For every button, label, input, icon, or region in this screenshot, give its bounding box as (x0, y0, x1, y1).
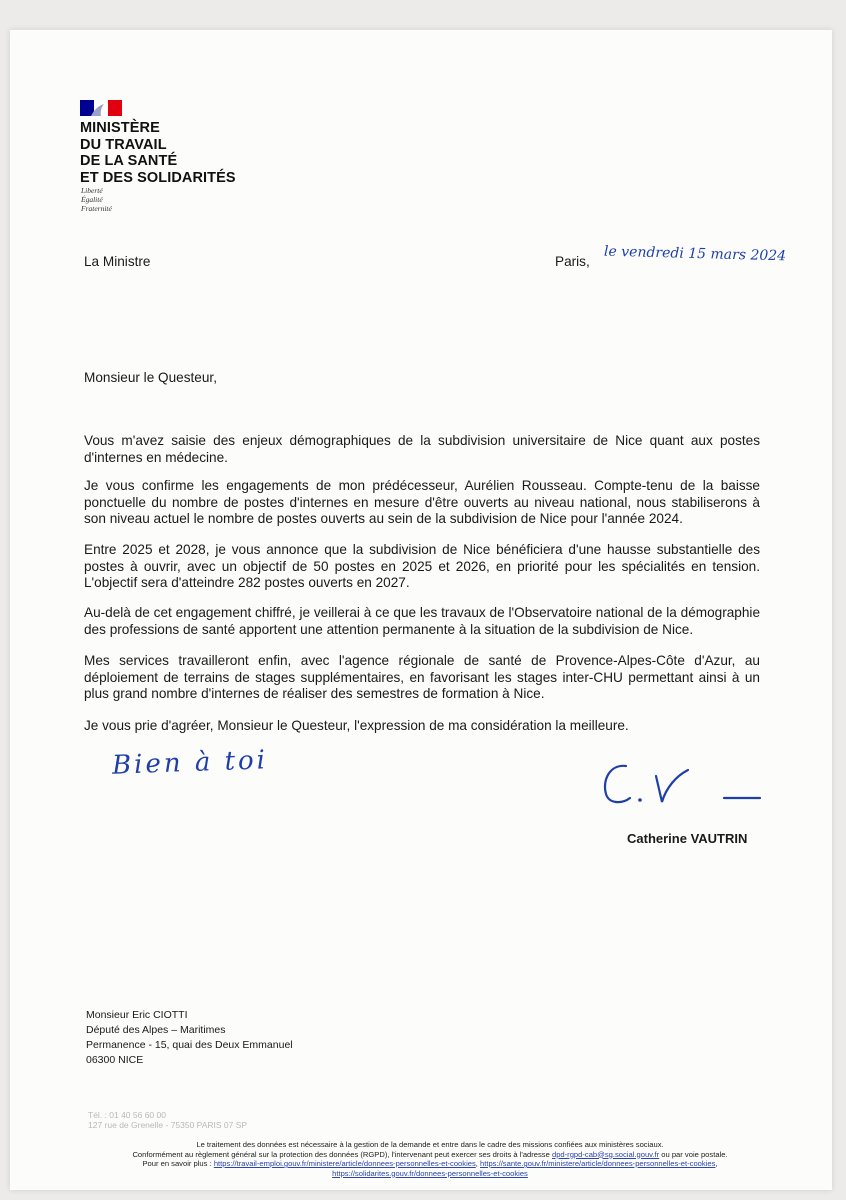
ministry-contact (88, 1110, 247, 1130)
solidarites-privacy-link[interactable]: https://solidarites.gouv.fr/donnees-personnelles-et-cookies (332, 1168, 528, 1178)
dpo-email-link[interactable]: dpd-rgpd-cab@sg.social.gouv.fr (551, 1149, 660, 1159)
motto-egalite: Égalité (81, 195, 103, 204)
body-paragraph-2: Je vous confirme les engagements de mon prédécesseur, Aurélien Rousseau. Compte-tenu de la baisse ponctuelle du nombre de postes d'internes en mesure d'être ouverts au niveau national, nous stabiliserons à son niveau actuel le nombre de postes ouverts au sein de la subdivision de Nice pour l'année 2024. (84, 478, 760, 527)
gdpr-line-2-end: ou par voie postale. (661, 1149, 728, 1159)
handwritten-closing: Bien à toi (111, 745, 269, 781)
handwritten-date: le vendredi 15 mars 2024 (603, 243, 787, 265)
recipient-line-2: Député des Alpes – Maritimes (86, 1024, 226, 1036)
recipient-address (86, 1008, 293, 1068)
ministry-line-2: DU TRAVAIL (80, 136, 167, 153)
ministry-line-1: MINISTÈRE (80, 120, 160, 136)
body-paragraph-3: Entre 2025 et 2028, je vous annonce que la subdivision de Nice bénéficiera d'une hausse substantielle des postes à ouvrir, avec un objectif de 50 postes en 2025 et 2026, en priorité pour les spécialités en tension. L'objectif sera d'atteindre 282 postes ouverts en 2027. (84, 542, 760, 591)
ministry-line-3: DE LA SANTÉ (80, 153, 178, 169)
body-paragraph-5: Mes services travailleront enfin, avec l'agence régionale de santé de Provence-Alpes-Côte d'Azur, au déploiement de terrains de stages supplémentaires, en favorisant les stages inter-CHU permettant ainsi à un plus grand nombre d'internes de réaliser des semestres de formation à Nice. (84, 653, 760, 702)
place: Paris, (555, 254, 590, 269)
gdpr-line-2 (100, 1150, 760, 1160)
body-paragraph-6: Je vous prie d'agréer, Monsieur le Questeur, l'expression de ma considération la meilleure. (84, 718, 629, 733)
contact-address: 127 rue de Grenelle - 75350 PARIS 07 SP (88, 1120, 248, 1130)
salutation: Monsieur le Questeur, (84, 370, 217, 385)
ministry-line-4: ET DES SOLIDARITÉS (80, 169, 236, 186)
contact-phone: Tél. : 01 40 56 60 00 (88, 1110, 166, 1120)
body-paragraph-4: Au-delà de cet engagement chiffré, je veillerai à ce que les travaux de l'Observatoire national de la démographie des professions de santé apportent une attention permanente à la situation de la subdivision de Nice. (84, 605, 760, 637)
gdpr-more-info-label: Pour en savoir plus : (142, 1159, 212, 1168)
sender-role: La Ministre (84, 254, 151, 269)
signatory-name: Catherine VAUTRIN (627, 831, 748, 846)
body-paragraph-1: Vous m'avez saisie des enjeux démographiques de la subdivision universitaire de Nice quant aux postes d'internes en médecine. (84, 433, 760, 465)
gdpr-line-2-text: Conformément au règlement général sur la protection des données (RGPD), l'intervenant peut exercer ses droits à l'adresse (132, 1149, 550, 1159)
recipient-line-3: Permanence - 15, quai des Deux Emmanuel (86, 1039, 293, 1051)
gdpr-notice (100, 1140, 760, 1178)
ministry-name (80, 120, 236, 186)
motto-liberte: Liberté (81, 186, 103, 195)
marianne-flag-icon (80, 100, 122, 116)
travail-privacy-link[interactable]: https://travail-emploi.gouv.fr/ministere/article/donnees-personnelles-et-cookies (213, 1159, 476, 1168)
recipient-line-4: 06300 NICE (86, 1054, 144, 1066)
motto-fraternite: Fraternité (81, 204, 112, 213)
gdpr-line-3: Pour en savoir plus : https://travail-emploi.gouv.fr/ministere/article/donnees-personnelles-et-cookies, https://sante.gouv.fr/ministere/article/donnees-personnelles-et-cookies, (142, 1159, 718, 1168)
recipient-line-1: Monsieur Eric CIOTTI (86, 1009, 188, 1021)
signature (596, 758, 766, 810)
sante-privacy-link[interactable]: https://sante.gouv.fr/ministere/article/donnees-personnelles-et-cookies (480, 1159, 716, 1168)
republic-motto (81, 186, 112, 213)
gdpr-line-4 (100, 1169, 760, 1179)
gdpr-line-1: Le traitement des données est nécessaire à la gestion de la demande et entre dans le cadre des missions confiées aux ministères sociaux. (196, 1140, 664, 1149)
